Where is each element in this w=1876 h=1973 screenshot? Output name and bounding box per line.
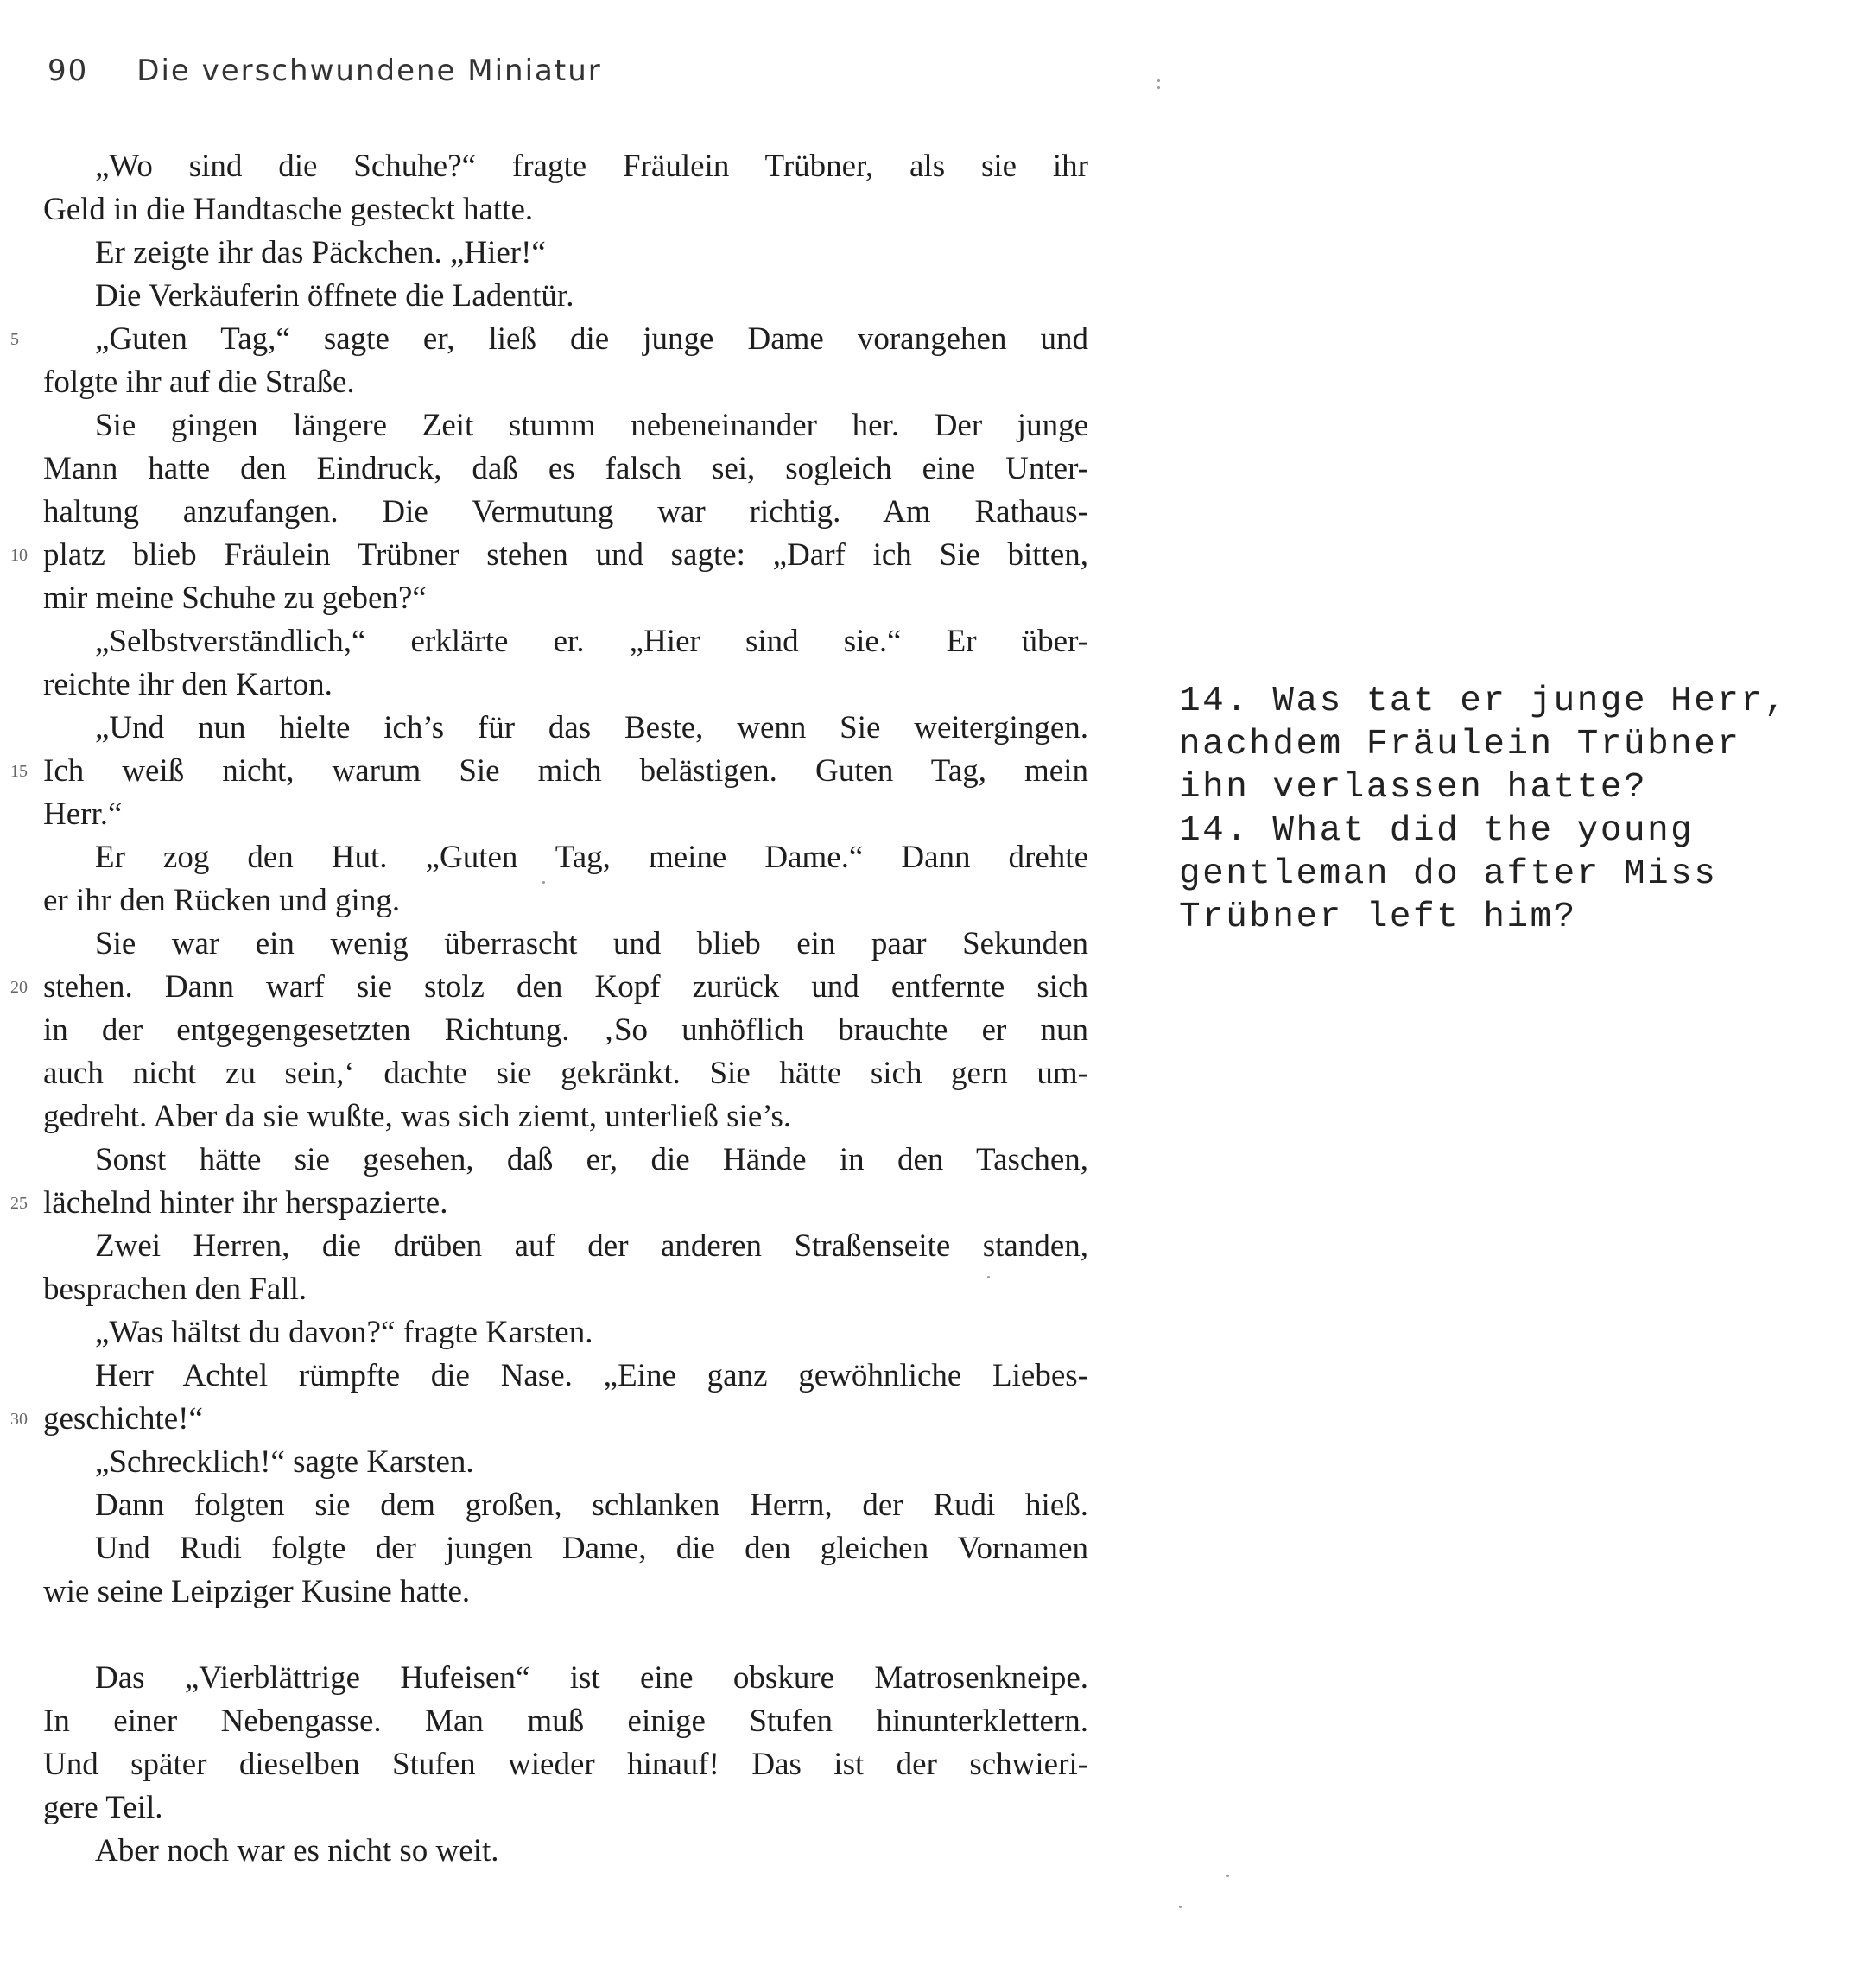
line-text: Er zog den Hut. „Guten Tag, meine Dame.“ Dann drehte xyxy=(95,840,1088,875)
text-line xyxy=(43,232,1088,275)
text-line xyxy=(43,1830,1088,1873)
line-text: Mann hatte den Eindruck, daß es falsch sei, sogleich eine Unter- xyxy=(43,451,1088,486)
text-line xyxy=(43,1570,1088,1614)
line-text: Sie gingen längere Zeit stumm nebeneinander her. Der junge xyxy=(95,408,1088,443)
line-text: Herr.“ xyxy=(43,796,123,832)
text-line xyxy=(43,1009,1088,1052)
scan-speck xyxy=(1179,1906,1182,1908)
line-text: „Und nun hielte ich’s für das Beste, wenn Sie weitergingen. xyxy=(95,710,1088,745)
line-text: mir meine Schuhe zu geben?“ xyxy=(43,580,427,616)
text-line xyxy=(43,1441,1088,1484)
text-line xyxy=(43,793,1088,836)
text-line xyxy=(43,404,1088,447)
text-line xyxy=(43,447,1088,491)
text-line xyxy=(43,1311,1088,1354)
line-text: in der entgegengesetzten Richtung. ‚So unhöflich brauchte er nun xyxy=(43,1012,1088,1048)
line-text: haltung anzufangen. Die Vermutung war richtig. Am Rathaus- xyxy=(43,494,1088,530)
line-text: „Was hältst du davon?“ fragte Karsten. xyxy=(95,1315,593,1350)
line-text: wie seine Leipziger Kusine hatte. xyxy=(43,1574,471,1609)
scan-speck xyxy=(987,1276,990,1278)
line-text: Dann folgten sie dem großen, schlanken Herrn, der Rudi hieß. xyxy=(95,1488,1088,1523)
text-line xyxy=(43,879,1088,923)
line-text: Das „Vierblättrige Hufeisen“ ist eine obskure Matrosenkneipe. xyxy=(95,1660,1088,1696)
text-line xyxy=(43,145,1088,188)
line-number: 20 xyxy=(10,978,28,997)
study-notes xyxy=(1179,680,1811,939)
line-text: Und Rudi folgte der jungen Dame, die den gleichen Vornamen xyxy=(95,1531,1088,1566)
text-line xyxy=(43,836,1088,879)
text-line xyxy=(43,1095,1088,1139)
line-text: Er zeigte ihr das Päckchen. „Hier!“ xyxy=(95,235,546,270)
text-line xyxy=(43,577,1088,620)
line-text: besprachen den Fall. xyxy=(43,1272,307,1307)
scan-speck xyxy=(1157,79,1160,82)
line-text: Und später dieselben Stufen wieder hinauf! Das ist der schwieri- xyxy=(43,1747,1088,1782)
paragraph-gap xyxy=(43,1614,1088,1657)
text-line xyxy=(43,1484,1088,1527)
scan-speck xyxy=(542,881,545,884)
line-text: auch nicht zu sein,‘ dachte sie gekränkt. Sie hätte sich gern um- xyxy=(43,1056,1088,1091)
text-line xyxy=(43,491,1088,534)
line-text: er ihr den Rücken und ging. xyxy=(43,883,401,918)
line-text: reichte ihr den Karton. xyxy=(43,667,333,702)
line-text: Herr Achtel rümpfte die Nase. „Eine ganz gewöhnliche Liebes- xyxy=(95,1358,1088,1393)
text-line xyxy=(43,620,1088,663)
question-english: 14. What did the young gentleman do after Miss Trübner left him? xyxy=(1179,811,1741,937)
line-text: Die Verkäuferin öffnete die Ladentür. xyxy=(95,278,574,314)
text-line xyxy=(43,1786,1088,1830)
text-line xyxy=(43,1268,1088,1311)
text-line xyxy=(43,707,1088,750)
line-text: „Selbstverständlich,“ erklärte er. „Hier sind sie.“ Er über- xyxy=(95,624,1088,659)
line-text: In einer Nebengasse. Man muß einige Stufen hinunterklettern. xyxy=(43,1703,1088,1739)
text-line xyxy=(10,534,1088,577)
text-line xyxy=(43,1225,1088,1268)
scan-speck xyxy=(1157,86,1160,89)
question-german: 14. Was tat er junge Herr, nachdem Fräulein Trübner ihn verlassen hatte? xyxy=(1179,682,1811,808)
line-text: stehen. Dann warf sie stolz den Kopf zurück und entfernte sich xyxy=(43,969,1088,1005)
text-line xyxy=(43,1139,1088,1182)
line-number: 25 xyxy=(10,1194,28,1213)
line-text: folgte ihr auf die Straße. xyxy=(43,365,355,400)
text-line xyxy=(10,966,1088,1009)
line-text: Geld in die Handtasche gesteckt hatte. xyxy=(43,192,534,227)
chapter-title: Die verschwundene Miniatur xyxy=(136,54,602,88)
scan-speck xyxy=(1226,1875,1229,1877)
line-text: „Schrecklich!“ sagte Karsten. xyxy=(95,1444,474,1480)
line-text: geschichte!“ xyxy=(43,1401,203,1437)
page-number: 90 xyxy=(48,54,89,88)
text-line xyxy=(43,1657,1088,1700)
text-line xyxy=(10,750,1088,793)
text-line xyxy=(43,1743,1088,1786)
text-line xyxy=(10,1182,1088,1225)
text-line xyxy=(10,1398,1088,1441)
line-number: 10 xyxy=(10,546,28,565)
line-number: 5 xyxy=(10,330,19,349)
text-line xyxy=(43,188,1088,232)
line-text: Sonst hätte sie gesehen, daß er, die Hände in den Taschen, xyxy=(95,1142,1088,1177)
text-line xyxy=(43,663,1088,707)
line-text: „Wo sind die Schuhe?“ fragte Fräulein Trübner, als sie ihr xyxy=(95,149,1088,184)
line-text: Zwei Herren, die drüben auf der anderen Straßenseite standen, xyxy=(95,1228,1088,1264)
text-line xyxy=(43,1052,1088,1095)
text-line xyxy=(43,1527,1088,1570)
text-line xyxy=(43,361,1088,404)
line-text: gedreht. Aber da sie wußte, was sich ziemt, unterließ sie’s. xyxy=(43,1099,792,1134)
text-line xyxy=(43,923,1088,966)
text-line xyxy=(43,1700,1088,1743)
line-text: „Guten Tag,“ sagte er, ließ die junge Dame vorangehen und xyxy=(95,321,1088,357)
text-line xyxy=(10,318,1088,361)
text-line xyxy=(43,275,1088,318)
text-line xyxy=(43,1354,1088,1398)
running-header xyxy=(48,54,602,88)
body-text xyxy=(10,145,1088,1873)
line-text: Ich weiß nicht, warum Sie mich belästigen. Guten Tag, mein xyxy=(43,753,1088,789)
line-text: gere Teil. xyxy=(43,1790,163,1825)
line-text: lächelnd hinter ihr herspazierte. xyxy=(43,1185,448,1221)
line-text: Sie war ein wenig überrascht und blieb ein paar Sekunden xyxy=(95,926,1088,961)
line-number: 30 xyxy=(10,1410,28,1429)
line-text: Aber noch war es nicht so weit. xyxy=(95,1833,499,1868)
line-number: 15 xyxy=(10,762,28,781)
line-text: platz blieb Fräulein Trübner stehen und sagte: „Darf ich Sie bitten, xyxy=(43,537,1088,573)
